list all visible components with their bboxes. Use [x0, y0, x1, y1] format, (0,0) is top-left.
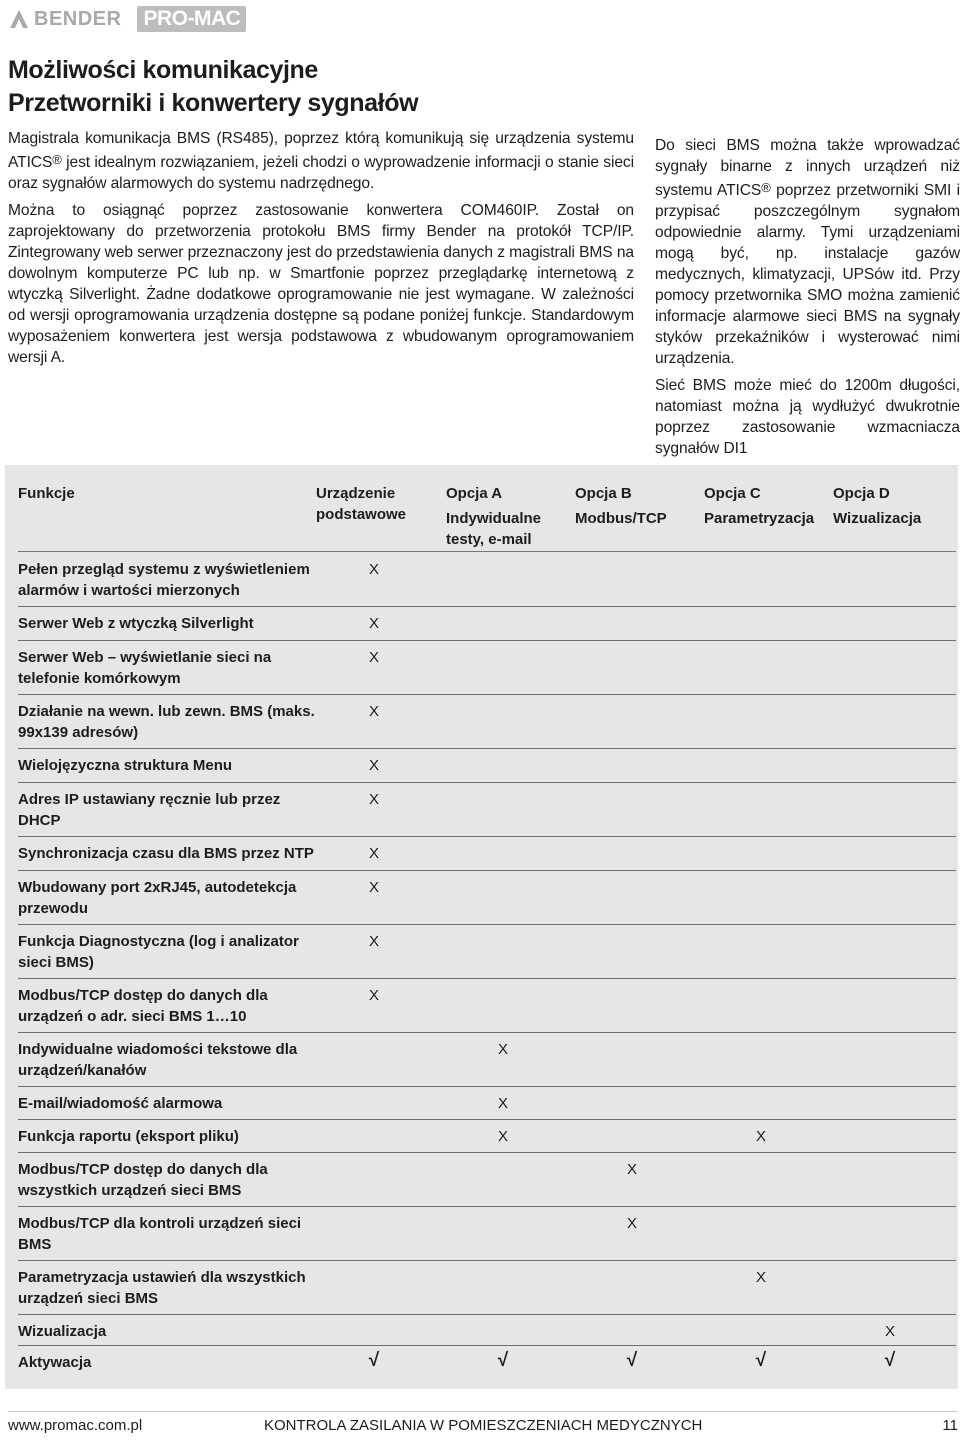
row-divider — [18, 1260, 956, 1261]
x-mark-c: X — [755, 1269, 766, 1286]
row-divider — [18, 1119, 956, 1120]
x-mark-base: X — [368, 615, 379, 632]
row-function-label: Serwer Web – wyświetlanie sieci na telefonie komórkowym — [18, 649, 272, 687]
x-mark-base: X — [368, 703, 379, 720]
bender-logo-text: BENDER — [34, 7, 122, 30]
checkmark-icon-b: √ — [626, 1350, 638, 1371]
row-divider — [18, 748, 956, 749]
row-function-label: Synchronizacja czasu dla BMS przez NTP — [18, 845, 314, 862]
col-header-base: Urządzenie podstawowe — [316, 485, 407, 523]
x-mark-base: X — [368, 791, 379, 808]
row-function-label: Funkcja Diagnostyczna (log i analizator sieci BMS) — [18, 933, 299, 971]
row-divider — [18, 1152, 956, 1153]
header-logos — [8, 4, 246, 34]
x-mark-d: X — [884, 1323, 895, 1340]
functions-table — [5, 465, 958, 1389]
row-function-label: Modbus/TCP dostęp do danych dla urządzeń o adr. sieci BMS 1…10 — [18, 987, 268, 1025]
x-mark-a: X — [497, 1041, 508, 1058]
row-function-label: Pełen przegląd systemu z wyświetleniem alarmów i wartości mierzonych — [18, 561, 310, 599]
row-function-label: Modbus/TCP dostęp do danych dla wszystkich urządzeń sieci BMS — [18, 1161, 268, 1199]
intro-paragraph-3: Do sieci BMS można także wprowadzać sygnały binarne z innych urządzeń niż systemu ATICS® poprzez przetworniki SMI i przypisać poszczególnym sygnałom odpowiednie alarmy. Tymi urządzeniami mogą być, np. instalacje gazów medycznych, klimatyzacji, UPSów itd. Przy pomocy przetwornika SMO można zamienić informacje alarmowe sieci BMS na sygnały styków przekaźników i wysterować nimi urządzenia. — [655, 137, 960, 367]
row-divider — [18, 606, 956, 607]
checkmark-icon-base: √ — [368, 1350, 380, 1371]
col-header-option-b: Opcja B Modbus/TCP — [575, 485, 667, 527]
col-header-option-d: Opcja D Wizualizacja — [833, 485, 922, 527]
x-mark-base: X — [368, 649, 379, 666]
x-mark-base: X — [368, 561, 379, 578]
x-mark-base: X — [368, 757, 379, 774]
page-footer — [8, 1417, 958, 1437]
row-divider — [18, 694, 956, 695]
row-function-label: E-mail/wiadomość alarmowa — [18, 1095, 223, 1112]
row-function-label: Serwer Web z wtyczką Silverlight — [18, 615, 254, 632]
footer-url[interactable]: www.promac.com.pl — [8, 1417, 143, 1434]
col-header-funkcje: Funkcje — [18, 485, 75, 502]
x-mark-base: X — [368, 987, 379, 1004]
promac-logo: PRO-MAC — [137, 6, 246, 32]
footer-divider — [8, 1411, 958, 1412]
col-header-option-c: Opcja C Parametryzacja — [704, 485, 815, 527]
intro-paragraph-2: Można to osiągnąć poprzez zastosowanie konwertera COM460IP. Został on zaprojektowany do przetworzenia protokołu BMS firmy Bender na protokół TCP/IP. Zintegrowany web serwer przeznaczony jest do przedstawienia danych z magistrali BMS na dowolnym komputerze PC lub np. w Smartfonie poprzez przeglądarkę internetową z wtyczką Silverlight. Żadne dodatkowe oprogramowanie nie jest wymagane. W zależności od wersji oprogramowania urządzenia dostępne są podane poniżej funkcje. Standardowym wyposażeniem konwertera jest wersja podstawowa z wbudowanym oprogramowaniem wersji A. — [8, 202, 634, 366]
row-function-label: Adres IP ustawiany ręcznie lub przez DHCP — [18, 791, 281, 829]
x-mark-base: X — [368, 879, 379, 896]
row-divider — [18, 1086, 956, 1087]
bender-logo-icon — [8, 8, 30, 30]
row-function-label: Modbus/TCP dla kontroli urządzeń sieci BMS — [18, 1215, 302, 1253]
x-mark-b: X — [626, 1161, 637, 1178]
x-mark-base: X — [368, 845, 379, 862]
checkmark-icon-d: √ — [884, 1350, 896, 1371]
bender-logo — [8, 8, 121, 31]
row-function-label: Wielojęzyczna struktura Menu — [18, 757, 233, 774]
intro-left-column — [8, 128, 634, 374]
row-divider — [18, 640, 956, 641]
row-divider — [18, 1206, 956, 1207]
page-title-line1: Możliwości komunikacyjne — [8, 56, 318, 84]
row-divider — [18, 870, 956, 871]
intro-paragraph-1: Magistrala komunikacja BMS (RS485), poprzez którą komunikują się urządzenia systemu ATICS® jest idealnym rozwiązaniem, jeżeli chodzi o wyprowadzenie informacji o stanie sieci oraz sygnałów alarmowych do systemu nadrzędnego. — [8, 130, 634, 192]
page-title — [8, 54, 418, 120]
row-function-label: Wbudowany port 2xRJ45, autodetekcja przewodu — [18, 879, 297, 917]
x-mark-a: X — [497, 1128, 508, 1145]
checkmark-icon-a: √ — [497, 1350, 509, 1371]
header-divider — [18, 551, 956, 552]
row-divider — [18, 1032, 956, 1033]
x-mark-b: X — [626, 1215, 637, 1232]
intro-right-column — [655, 135, 960, 465]
row-divider — [18, 782, 956, 783]
row-function-label: Parametryzacja ustawień dla wszystkich urządzeń sieci BMS — [18, 1269, 306, 1307]
row-function-label: Aktywacja — [18, 1354, 92, 1371]
col-header-option-a: Opcja A Indywidualne testy, e-mail — [446, 485, 542, 548]
x-mark-base: X — [368, 933, 379, 950]
row-function-label: Funkcja raportu (eksport pliku) — [18, 1128, 239, 1145]
footer-document-title: KONTROLA ZASILANIA W POMIESZCZENIACH MEDYCZNYCH — [264, 1417, 703, 1434]
page-title-line2: Przetworniki i konwertery sygnałów — [8, 89, 419, 117]
row-divider — [18, 1314, 956, 1315]
page-number: 11 — [942, 1417, 958, 1434]
row-divider — [18, 924, 956, 925]
x-mark-a: X — [497, 1095, 508, 1112]
row-function-label: Indywidualne wiadomości tekstowe dla urządzeń/kanałów — [18, 1041, 298, 1079]
row-function-label: Wizualizacja — [18, 1323, 107, 1340]
intro-paragraph-4: Sieć BMS może mieć do 1200m długości, natomiast można ją wydłużyć dwukrotnie poprzez zastosowanie wzmacniacza sygnałów DI1 — [655, 377, 960, 457]
row-divider — [18, 1345, 956, 1346]
checkmark-icon-c: √ — [755, 1350, 767, 1371]
row-divider — [18, 978, 956, 979]
row-divider — [18, 836, 956, 837]
x-mark-c: X — [755, 1128, 766, 1145]
row-function-label: Działanie na wewn. lub zewn. BMS (maks. 99x139 adresów) — [18, 703, 315, 741]
